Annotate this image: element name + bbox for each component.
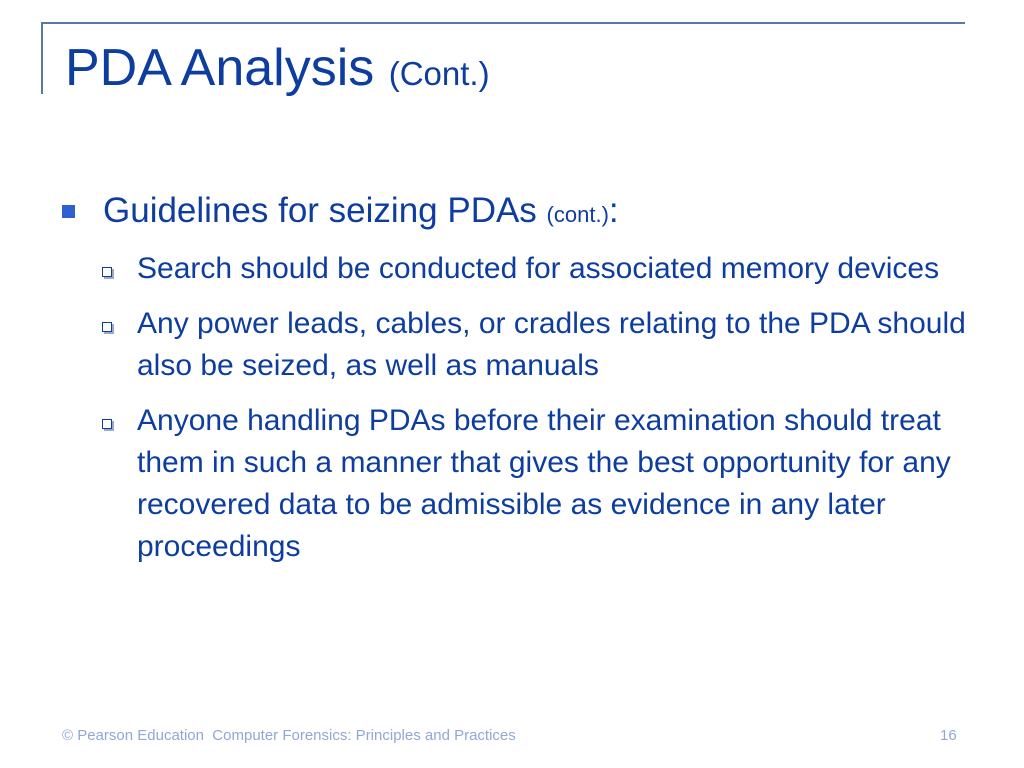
- sub-bullet-text: Search should be conducted for associated memory devices: [137, 252, 940, 285]
- hollow-square-bullet-icon: [102, 322, 112, 332]
- hollow-square-bullet-icon: [102, 267, 112, 277]
- sub-bullet-item: [100, 248, 980, 290]
- footer-page-number: 16: [940, 727, 957, 744]
- main-bullet-colon: :: [608, 191, 619, 230]
- hollow-square-bullet-icon: [102, 419, 112, 429]
- slide-title-text: PDA Analysis: [65, 39, 375, 97]
- main-bullet-label: Guidelines for seizing PDAs: [103, 191, 537, 230]
- sub-bullet-text: Any power leads, cables, or cradles relating to the PDA should also be seized, as well as manuals: [137, 307, 966, 382]
- main-bullet-text: [103, 190, 619, 232]
- filled-square-bullet-icon: [62, 205, 75, 218]
- sub-bullet-item: [100, 303, 980, 387]
- sub-bullet-item: [100, 400, 980, 568]
- sub-bullet-list: [100, 248, 980, 581]
- footer-copyright: © Pearson Education Computer Forensics: Principles and Practices: [62, 727, 516, 744]
- slide-title-suffix: (Cont.): [388, 55, 490, 92]
- main-bullet-note: (cont.): [546, 202, 609, 227]
- sub-bullet-text: Anyone handling PDAs before their examination should treat them in such a manner that gives the best opportunity for any recovered data to be admissible as evidence in any later proceedings: [137, 404, 951, 563]
